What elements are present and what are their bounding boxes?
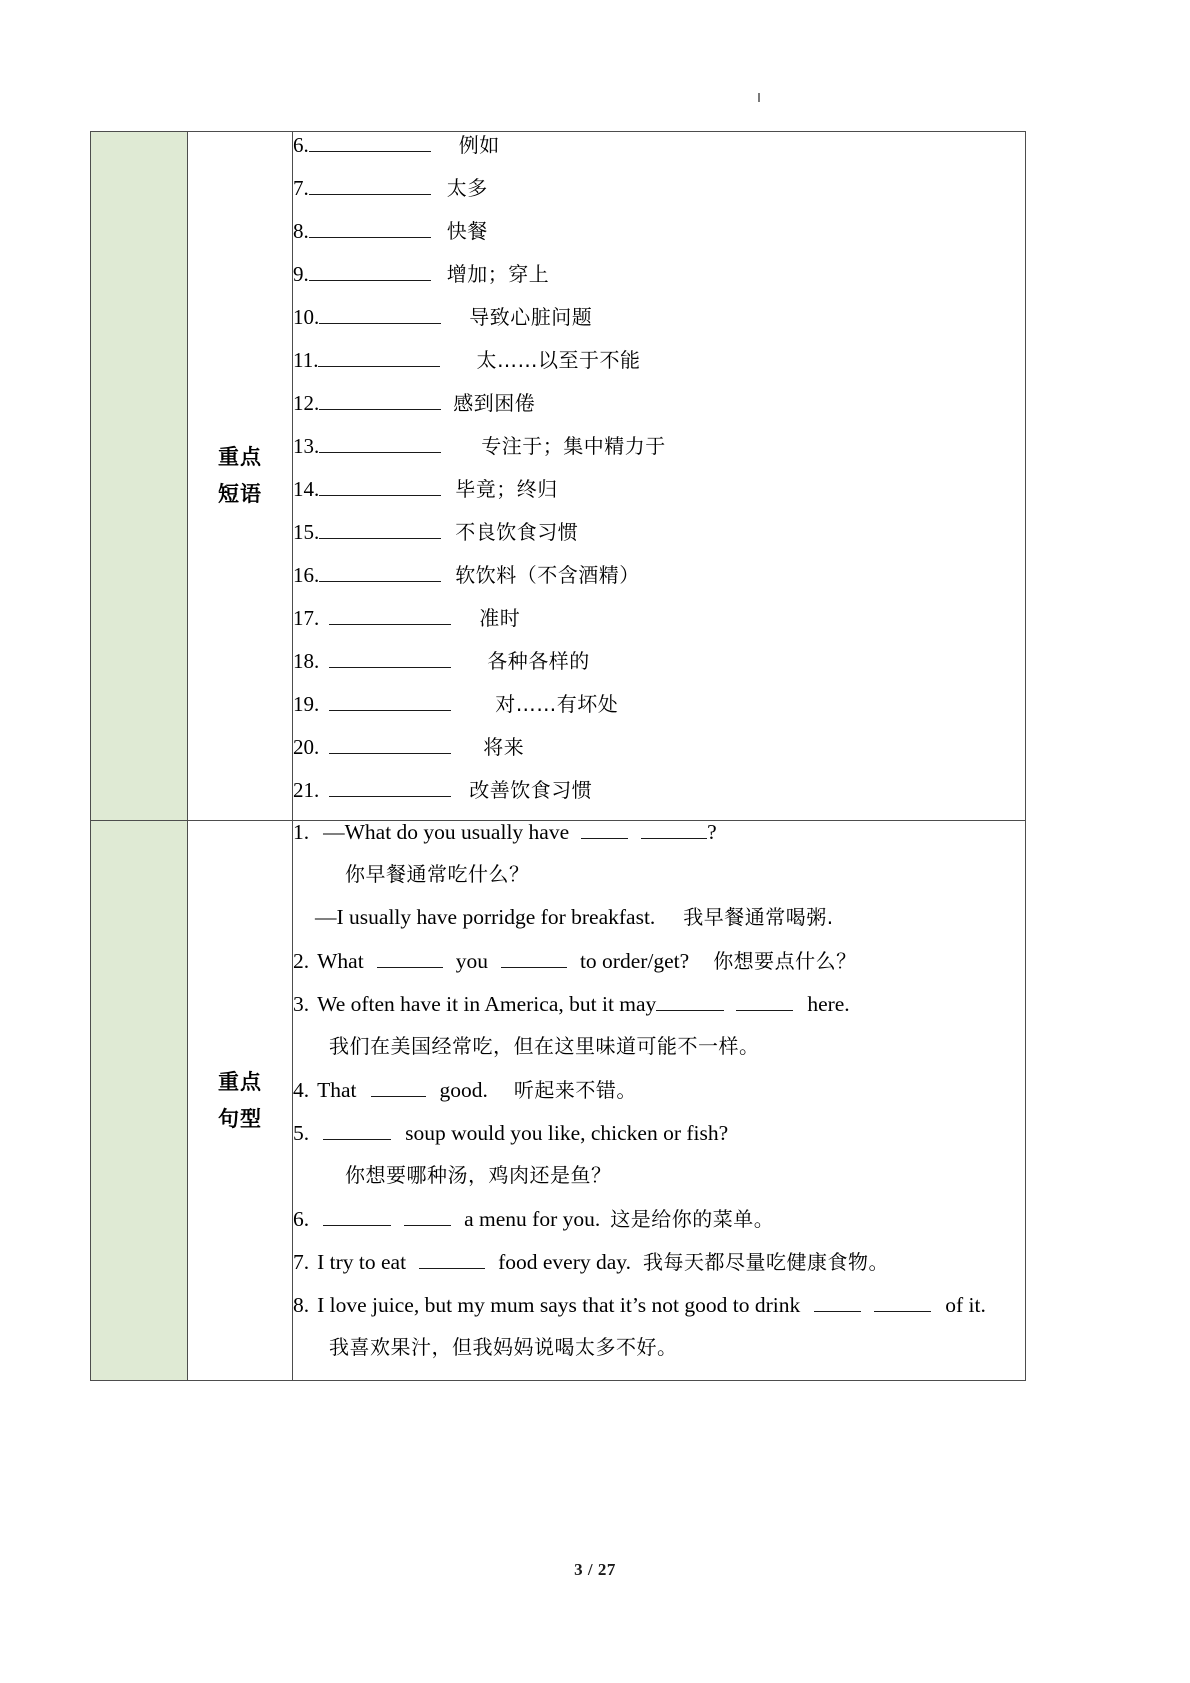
phrase-row: [293, 433, 1025, 476]
answer-blank[interactable]: [501, 950, 567, 968]
phrase-chinese-meaning: 将来: [483, 735, 525, 759]
answer-blank[interactable]: [329, 648, 451, 668]
table-row-key-phrases: [91, 132, 1026, 821]
key-phrases-cell: [293, 132, 1026, 821]
page-number-footer: 3 / 27: [574, 1560, 616, 1579]
answer-blank[interactable]: [404, 1208, 451, 1226]
phrase-chinese-meaning: 快餐: [446, 219, 488, 243]
phrase-chinese-meaning: 毕竟；终归: [455, 477, 558, 501]
sentence-number: 8.: [293, 1293, 310, 1317]
sentence-number: 3.: [293, 992, 310, 1016]
sentence-chinese-translation: 你想要点什么？: [713, 949, 857, 973]
sentence-list: [293, 821, 1025, 1380]
sentence-english-text: —I usually have porridge for breakfast.: [315, 905, 656, 929]
phrase-row: [293, 304, 1025, 347]
answer-blank[interactable]: [309, 261, 431, 281]
row-label-line-2: 句型: [218, 1106, 262, 1131]
sentence-english-text: I love juice, but my mum says that it’s not good to drink: [317, 1293, 801, 1317]
sentence-chinese-translation: 这是给你的菜单。: [610, 1207, 775, 1231]
phrase-row: [293, 175, 1025, 218]
stray-tick-mark: [758, 93, 760, 102]
sentence-line: [293, 1294, 1025, 1337]
sentence-english-text: What: [317, 949, 364, 973]
sentence-english-text: I try to eat: [317, 1250, 407, 1274]
phrase-row: [293, 347, 1025, 390]
phrase-chinese-meaning: 太多: [446, 176, 488, 200]
row-label-line-2: 短语: [218, 482, 262, 506]
phrase-row: [293, 648, 1025, 691]
answer-blank[interactable]: [329, 605, 451, 625]
sentence-chinese-translation: 听起来不错。: [513, 1078, 637, 1102]
phrase-number: 19.: [293, 692, 320, 716]
sentence-chinese-translation: 我每天都尽量吃健康食物。: [643, 1250, 890, 1274]
phrase-row: [293, 734, 1025, 777]
phrase-chinese-meaning: 改善饮食习惯: [469, 778, 593, 802]
phrase-number: 13.: [293, 434, 320, 458]
sentence-number: 5.: [293, 1121, 310, 1145]
answer-blank[interactable]: [319, 433, 441, 453]
phrase-number: 18.: [293, 649, 320, 673]
sentence-english-text: here.: [807, 992, 850, 1016]
sentence-chinese-translation: 你想要哪种汤，鸡肉还是鱼？: [345, 1163, 612, 1187]
answer-blank[interactable]: [319, 519, 441, 539]
answer-blank[interactable]: [641, 821, 707, 839]
phrase-chinese-meaning: 不良饮食习惯: [455, 520, 579, 544]
phrase-row: [293, 605, 1025, 648]
sentence-chinese-translation: 你早餐通常吃什么？: [345, 862, 530, 886]
phrase-number: 17.: [293, 606, 320, 630]
answer-blank[interactable]: [319, 562, 441, 582]
answer-blank[interactable]: [319, 390, 441, 410]
phrase-number: 9.: [293, 262, 309, 286]
sentence-english-text: —What do you usually have: [323, 820, 570, 844]
phrase-list: [293, 132, 1025, 820]
row-label-line-1: 重点: [218, 445, 262, 470]
sentence-number: 2.: [293, 949, 310, 973]
phrase-row: [293, 132, 1025, 175]
sentence-english-text: a menu for you.: [464, 1207, 601, 1231]
phrase-row: [293, 562, 1025, 605]
row-label-key-phrases: [188, 132, 293, 821]
phrase-row: [293, 777, 1025, 820]
phrase-number: 12.: [293, 391, 320, 415]
sentence-english-text: good.: [439, 1078, 488, 1102]
phrase-chinese-meaning: 增加；穿上: [446, 262, 550, 286]
phrase-row: [293, 261, 1025, 304]
sentence-chinese-translation: 我们在美国经常吃，但在这里味道可能不一样。: [329, 1034, 760, 1058]
sentence-english-text: We often have it in America, but it may: [317, 992, 657, 1016]
answer-blank[interactable]: [371, 1079, 426, 1097]
key-sentences-cell: [293, 821, 1026, 1381]
answer-blank[interactable]: [309, 218, 431, 238]
sentence-chinese-translation: 我喜欢果汁，但我妈妈说喝太多不好。: [329, 1335, 678, 1359]
sentence-english-text: food every day.: [498, 1250, 632, 1274]
phrase-chinese-meaning: 例如: [458, 133, 500, 157]
phrase-number: 7.: [293, 176, 309, 200]
phrase-chinese-meaning: 准时: [479, 606, 521, 630]
phrase-row: [293, 218, 1025, 261]
phrase-number: 11.: [293, 348, 319, 372]
sentence-line: [293, 907, 1025, 950]
phrase-chinese-meaning: 导致心脏问题: [469, 305, 593, 329]
sentence-english-text: ?: [707, 820, 717, 844]
phrase-row: [293, 519, 1025, 562]
answer-blank[interactable]: [874, 1294, 931, 1312]
answer-blank[interactable]: [814, 1294, 861, 1312]
phrase-chinese-meaning: 感到困倦: [453, 391, 536, 415]
answer-blank[interactable]: [323, 1208, 391, 1226]
sentence-english-text: of it.: [945, 1293, 986, 1317]
sentence-line: [293, 864, 1025, 907]
phrase-number: 20.: [293, 735, 320, 759]
answer-blank[interactable]: [736, 993, 793, 1011]
answer-blank[interactable]: [581, 821, 628, 839]
answer-blank[interactable]: [319, 476, 441, 496]
sentence-english-text: you: [455, 949, 488, 973]
sentence-number: 1.: [293, 820, 310, 844]
accent-stripe-phrases: [91, 132, 188, 821]
sentence-number: 4.: [293, 1078, 310, 1102]
answer-blank[interactable]: [656, 993, 724, 1011]
phrase-number: 6.: [293, 133, 309, 157]
sentence-line: [293, 1079, 1025, 1122]
sentence-line: [293, 1165, 1025, 1208]
answer-blank[interactable]: [309, 175, 431, 195]
sentence-line: [293, 1337, 1025, 1380]
accent-stripe-sentences: [91, 821, 188, 1381]
sentence-english-text: soup would you like, chicken or fish?: [405, 1121, 729, 1145]
sentence-number: 7.: [293, 1250, 310, 1274]
row-label-line-1: 重点: [218, 1069, 262, 1094]
sentence-english-text: to order/get?: [579, 949, 690, 973]
sentence-line: [293, 821, 1025, 864]
phrase-number: 16.: [293, 563, 320, 587]
phrase-row: [293, 691, 1025, 734]
answer-blank[interactable]: [309, 132, 431, 152]
sentence-number: 6.: [293, 1207, 310, 1231]
phrase-row: [293, 390, 1025, 433]
phrase-chinese-meaning: 各种各样的: [487, 649, 590, 673]
answer-blank[interactable]: [318, 347, 440, 367]
answer-blank[interactable]: [319, 304, 441, 324]
phrase-number: 15.: [293, 520, 320, 544]
phrase-chinese-meaning: 软饮料（不含酒精）: [455, 563, 640, 587]
sentence-line: [293, 950, 1025, 993]
row-label-key-sentences: [188, 821, 293, 1381]
table-row-key-sentences: [91, 821, 1026, 1381]
phrase-number: 21.: [293, 778, 320, 802]
phrase-number: 8.: [293, 219, 309, 243]
answer-blank[interactable]: [323, 1122, 391, 1140]
sentence-line: [293, 993, 1025, 1036]
sentence-line: [293, 1251, 1025, 1294]
sentence-chinese-translation: 我早餐通常喝粥.: [683, 905, 834, 929]
answer-blank[interactable]: [329, 734, 451, 754]
phrase-row: [293, 476, 1025, 519]
answer-blank[interactable]: [377, 950, 443, 968]
sentence-line: [293, 1036, 1025, 1079]
answer-blank[interactable]: [329, 691, 451, 711]
answer-blank[interactable]: [329, 777, 451, 797]
answer-blank[interactable]: [419, 1251, 485, 1269]
phrase-chinese-meaning: 专注于；集中精力于: [481, 434, 666, 458]
phrase-number: 10.: [293, 305, 320, 329]
sentence-line: [293, 1122, 1025, 1165]
sentence-line: [293, 1208, 1025, 1251]
phrase-chinese-meaning: 太……以至于不能: [476, 348, 641, 372]
phrase-chinese-meaning: 对……有坏处: [495, 692, 619, 716]
sentence-english-text: That: [317, 1078, 357, 1102]
phrase-number: 14.: [293, 477, 320, 501]
vocabulary-table: [90, 131, 1026, 1381]
